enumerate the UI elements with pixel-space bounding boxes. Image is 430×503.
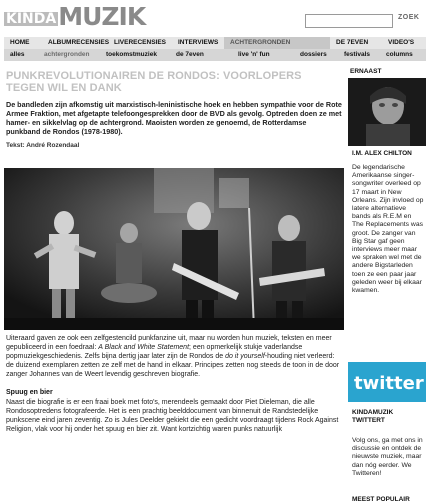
logo-kinda: KINDA (6, 11, 57, 27)
sidebar-section-label: ERNAAST (350, 68, 382, 75)
site-header (0, 0, 430, 36)
alex-chilton-photo[interactable] (348, 78, 426, 146)
twitter-logo[interactable] (348, 362, 426, 402)
twitter-heading-line-1: KINDAMUZIK (352, 409, 394, 416)
nav-interviews[interactable]: INTERVIEWS (178, 39, 219, 46)
article-subheading: Spuug en bier (6, 389, 53, 396)
primary-nav (4, 37, 426, 49)
alex-chilton-image (348, 78, 426, 146)
nav-videos[interactable]: VIDEO'S (388, 39, 415, 46)
nav-albumrecensies[interactable]: ALBUMRECENSIES (48, 39, 110, 46)
subnav-festivals[interactable]: festivals (344, 51, 371, 58)
subnav-achtergronden[interactable]: achtergronden (44, 51, 90, 58)
subnav-de-7even[interactable]: de 7even (176, 51, 204, 58)
twitter-bird-icon (348, 362, 426, 402)
nav-home[interactable]: HOME (10, 39, 30, 46)
subnav-toekomstmuziek[interactable]: toekomstmuziek (106, 51, 157, 58)
twitter-heading-line-2: TWITTERT (352, 417, 385, 424)
subnav-alles[interactable]: alles (10, 51, 25, 58)
body1-text-a: Uiteraard gaven ze ook een zelfgestencild punkfanzine uit, maar nu worden hun muziek, teksten en meer gepubliceerd in een foedraal: (6, 335, 332, 351)
twitter-text: Volg ons, ga met ons in discussie en ontdek de nieuwste muziek, maar dan nóg eerder. We Twitteren! (352, 437, 423, 477)
band-photo-image (4, 168, 344, 330)
nav-de-7even[interactable]: DE 7EVEN (336, 39, 369, 46)
body1-title-emphasis: A Black and White Statement (98, 344, 190, 351)
nav-achtergronden[interactable]: ACHTERGRONDEN (224, 37, 330, 49)
most-popular-heading: MEEST POPULAIR (352, 496, 410, 503)
site-logo[interactable] (4, 3, 145, 29)
article-lead: De bandleden zijn afkomstig uit marxistisch-leninistische hoek en hebben sympathie voor de Rote Armee Fraktion, met afgetapte telefoongesprekken door de BVD als gevolg. Optreden doen ze met hamer- en sikkelvlag op de achtergrond. Maoisten worden ze genoemd, de Rotterdamse punkband de Rondos (1978-1980). (6, 100, 342, 136)
body1-diy-emphasis: do it yourself (225, 353, 265, 360)
search-button[interactable]: ZOEK (398, 14, 420, 21)
article-body-paragraph-2: Naast die biografie is er een fraai boek met foto's, merendeels gemaakt door Piet Dieleman, die alle Rondosoptredens fotografeerde. Het is een prachtig beelddocument van binnenuit de Randstedelijke punkscene eind jaren zeventig. Zo is Jules Deelder gekiekt die een gedicht voordraagt tijdens Rock Against Religion, vlak voor hij onder het spuug en bier zit. Want kortzichtig waren punks natuurlijk (6, 399, 339, 433)
body1-text-c: -houding niet verleerd: de duizend exemplaren zetten ze zelf met de hand in elkaar. Principes zetten nog steeds de toon in de door zanger Johannes van de Weert levendig geschreven biografie. (6, 353, 340, 378)
sidebar-feature-title[interactable]: I.M. ALEX CHILTON (352, 150, 412, 157)
sidebar (348, 64, 428, 503)
twitter-heading (352, 409, 393, 425)
logo-muzik: MUZIK (58, 2, 146, 31)
article-headline: PUNKREVOLUTIONAIREN DE RONDOS: VOORLOPERS TEGEN WIL EN DANK (6, 70, 302, 94)
search-input[interactable] (305, 14, 393, 28)
article (4, 64, 344, 149)
nav-liverecensies[interactable]: LIVERECENSIES (114, 39, 167, 46)
article-byline: Tekst: André Rozendaal (6, 142, 80, 149)
subnav-live-n-fun[interactable]: live 'n' fun (238, 51, 270, 58)
subnav-columns[interactable]: columns (386, 51, 413, 58)
secondary-nav (4, 49, 426, 61)
sidebar-feature-text: De legendarische Amerikaanse singer-songwriter overleed op 17 maart in New Orleans. Zijn invloed op latere alternatieve bands als R.E.M en The Replacements was groot. De zanger van Big Star gaf geen interviews meer maar we spraken wel met de andere Bigstarleden toen ze een paar jaar geleden weer bij elkaar kwamen. (352, 164, 424, 295)
body1-text-b: ; een opmerkelijk stukje vaderlandse popmuziekgeschiedenis. Zelfs bijna dertig jaar later zijn de Rondos de (6, 344, 303, 360)
band-photo (4, 168, 344, 330)
twitter-logo-text: twitter (354, 373, 424, 394)
subnav-dossiers[interactable]: dossiers (300, 51, 327, 58)
article-body-paragraph-1 (6, 334, 342, 379)
